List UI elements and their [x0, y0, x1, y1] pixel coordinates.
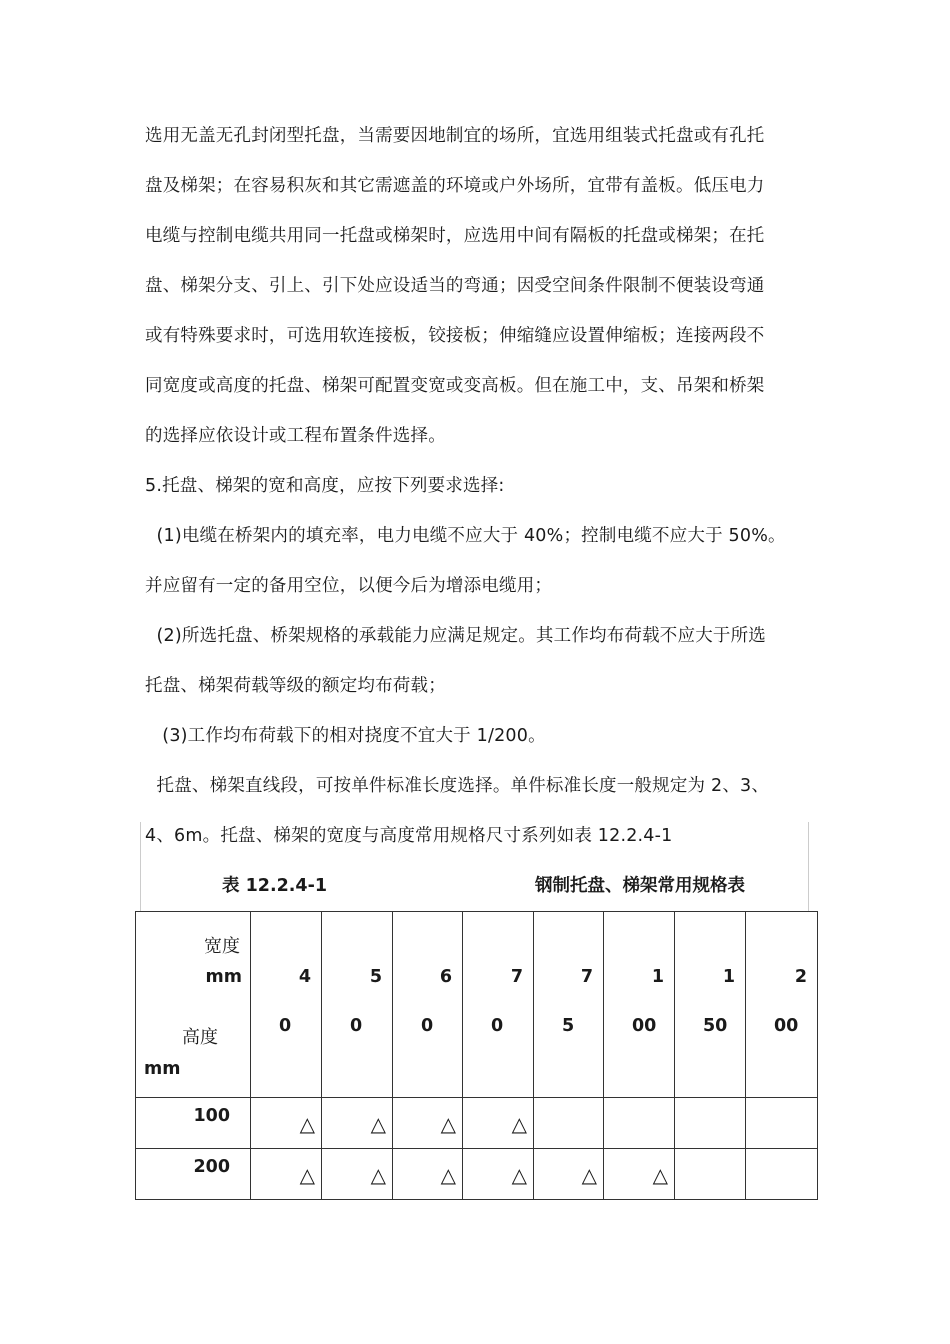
- width-value-line1: 7: [580, 967, 593, 987]
- table-cell: [251, 1098, 322, 1149]
- width-header-cell: [251, 912, 322, 1098]
- width-value-line2: 0: [350, 1016, 363, 1036]
- table-cell: [675, 1149, 746, 1200]
- table-cell: [393, 1098, 463, 1149]
- spec-table: [135, 911, 818, 1200]
- row-height-cell: [136, 1149, 251, 1200]
- width-value-line1: 1: [722, 967, 735, 987]
- height-unit: mm: [144, 1059, 181, 1079]
- table-cell: [604, 1098, 675, 1149]
- table-caption-frame: [140, 822, 809, 912]
- width-value-line2: 5: [562, 1016, 575, 1036]
- triangle-mark: △: [652, 1163, 668, 1187]
- height-label: 高度: [182, 1027, 218, 1048]
- paragraph-line: (3)工作均布荷载下的相对挠度不宜大于 1/200。: [145, 726, 546, 746]
- triangle-mark: △: [581, 1163, 597, 1187]
- table-cell: [534, 1098, 604, 1149]
- triangle-mark: △: [440, 1112, 456, 1136]
- width-value-line1: 2: [794, 967, 807, 987]
- table-cell: [746, 1149, 818, 1200]
- triangle-mark: △: [370, 1112, 386, 1136]
- triangle-mark: △: [511, 1163, 527, 1187]
- table-cell: [393, 1149, 463, 1200]
- table-cell: [746, 1098, 818, 1149]
- paragraph-line: 的选择应依设计或工程布置条件选择。: [145, 426, 446, 446]
- row-height-label: 200: [193, 1157, 230, 1177]
- paragraph-line: 盘及梯架；在容易积灰和其它需遮盖的环境或户外场所，宜带有盖板。低压电力: [145, 176, 765, 196]
- paragraph-line: 或有特殊要求时，可选用软连接板，铰接板；伸缩缝应设置伸缩板；连接两段不: [145, 326, 765, 346]
- triangle-mark: △: [299, 1112, 315, 1136]
- paragraph-line: 并应留有一定的备用空位，以便今后为增添电缆用；: [145, 576, 553, 596]
- table-row: [136, 1149, 818, 1200]
- paragraph-line: 盘、梯架分支、引上、引下处应设适当的弯通；因受空间条件限制不便装设弯通: [145, 276, 765, 296]
- table-cell: [604, 1149, 675, 1200]
- paragraph-line: 托盘、梯架直线段，可按单件标准长度选择。单件标准长度一般规定为 2、3、: [145, 776, 770, 796]
- width-value-line1: 7: [510, 967, 523, 987]
- width-header-cell: [746, 912, 818, 1098]
- table-cell: [251, 1149, 322, 1200]
- width-header-cell: [393, 912, 463, 1098]
- width-value-line2: 0: [279, 1016, 292, 1036]
- width-unit: mm: [205, 967, 242, 987]
- width-value-line1: 6: [439, 967, 452, 987]
- width-value-line2: 0: [421, 1016, 434, 1036]
- table-row: [136, 1098, 818, 1149]
- width-header-cell: [675, 912, 746, 1098]
- width-value-line2: 00: [774, 1016, 799, 1036]
- corner-cell: [136, 912, 251, 1098]
- width-header-cell: [322, 912, 393, 1098]
- triangle-mark: △: [440, 1163, 456, 1187]
- triangle-mark: △: [370, 1163, 386, 1187]
- paragraph-line: 同宽度或高度的托盘、梯架可配置变宽或变高板。但在施工中，支、吊架和桥架: [145, 376, 765, 396]
- table-cell: [322, 1149, 393, 1200]
- table-cell: [534, 1149, 604, 1200]
- table-cell: [322, 1098, 393, 1149]
- width-value-line2: 00: [632, 1016, 657, 1036]
- table-header-row: [136, 912, 818, 1098]
- width-label: 宽度: [204, 936, 240, 957]
- width-header-cell: [534, 912, 604, 1098]
- paragraph-line: (2)所选托盘、桥架规格的承载能力应满足规定。其工作均布荷载不应大于所选: [145, 626, 767, 646]
- paragraph-line: 4、6m。托盘、梯架的宽度与高度常用规格尺寸系列如表 12.2.4-1: [145, 826, 673, 846]
- paragraph-line: 选用无盖无孔封闭型托盘，当需要因地制宜的场所，宜选用组装式托盘或有孔托: [145, 126, 765, 146]
- width-value-line1: 5: [369, 967, 382, 987]
- width-header-cell: [463, 912, 534, 1098]
- row-height-cell: [136, 1098, 251, 1149]
- paragraph-line: 电缆与控制电缆共用同一托盘或梯架时，应选用中间有隔板的托盘或梯架；在托: [145, 226, 765, 246]
- paragraph-line: 托盘、梯架荷载等级的额定均布荷载；: [145, 676, 446, 696]
- width-value-line1: 1: [651, 967, 664, 987]
- table-cell: [463, 1149, 534, 1200]
- paragraph-line: (1)电缆在桥架内的填充率，电力电缆不应大于 40%；控制电缆不应大于 50%。: [145, 526, 786, 546]
- triangle-mark: △: [299, 1163, 315, 1187]
- table-cell: [463, 1098, 534, 1149]
- width-value-line1: 4: [298, 967, 311, 987]
- width-header-cell: [604, 912, 675, 1098]
- table-cell: [675, 1098, 746, 1149]
- table-caption-number: 表 12.2.4-1: [222, 876, 328, 896]
- row-height-label: 100: [193, 1106, 230, 1126]
- section-heading-line: 5.托盘、梯架的宽和高度，应按下列要求选择:: [145, 476, 505, 496]
- width-value-line2: 0: [491, 1016, 504, 1036]
- triangle-mark: △: [511, 1112, 527, 1136]
- width-value-line2: 50: [703, 1016, 728, 1036]
- table-caption-title: 钢制托盘、梯架常用规格表: [535, 876, 745, 896]
